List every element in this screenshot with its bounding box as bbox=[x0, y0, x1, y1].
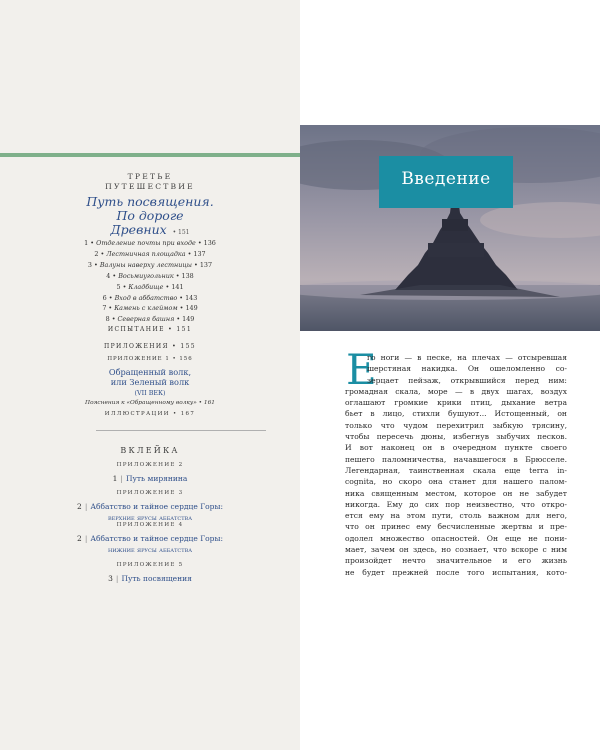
toc-entry-title: Камень с клеймом bbox=[114, 304, 178, 313]
werewolf-title-1: Обращенный волк, bbox=[108, 367, 192, 377]
insert-appendix-label: ПРИЛОЖЕНИЕ 3 bbox=[116, 490, 184, 496]
insert-separator: | bbox=[120, 474, 123, 483]
appendix1-label: ПРИЛОЖЕНИЕ 1 bbox=[107, 356, 170, 362]
part-label-1: ТРЕТЬЕ bbox=[127, 172, 173, 181]
insert-number: 2 bbox=[77, 502, 82, 511]
text-line: зерцает пейзаж, открывшийся перед ним: bbox=[367, 375, 567, 385]
insert-title: Аббатство и тайное сердце Горы: bbox=[90, 502, 223, 511]
toc-entry-title: Отделение почты при входе bbox=[96, 239, 196, 247]
toc-entry-number: 4 bbox=[106, 271, 111, 280]
insert-heading: ВКЛЕЙКА bbox=[120, 446, 180, 455]
toc-entry-title: Восьмиугольник bbox=[118, 271, 174, 280]
toc-entry-bullet: • bbox=[88, 239, 97, 247]
text-line: только что чудом перехитрил зыбкую трясину, bbox=[345, 420, 567, 430]
toc-entry-bullet: • bbox=[177, 293, 186, 302]
part-title-bullet: • bbox=[170, 229, 179, 236]
notes-page: 161 bbox=[203, 400, 215, 406]
text-line: пешего паломничества, начавшегося в Брюсселе. bbox=[345, 454, 567, 464]
toc-entry-bullet: • bbox=[110, 271, 119, 280]
text-line: Легендарная, таинственная скала еще terra in- bbox=[345, 465, 567, 475]
insert-appendix-label: ПРИЛОЖЕНИЕ 4 bbox=[116, 522, 184, 528]
toc-entry-line bbox=[0, 315, 300, 323]
toc-entry-line bbox=[0, 239, 300, 247]
text-line: что он принес ему бесчисленные жертвы и пре- bbox=[345, 522, 567, 532]
toc-entry-page: 138 bbox=[181, 271, 194, 280]
werewolf-century: (VII ВЕК) bbox=[134, 389, 166, 397]
trial-label: ИСПЫТАНИЕ bbox=[107, 326, 165, 333]
text-line: cognita, но скоро она станет для нашего палом- bbox=[345, 477, 567, 487]
part-label-2: ПУТЕШЕСТВИЕ bbox=[105, 182, 195, 191]
divider-rule bbox=[96, 430, 266, 431]
toc-entry-title: Кладбище bbox=[128, 282, 164, 291]
trial-page: 151 bbox=[176, 326, 193, 333]
insert-item[interactable] bbox=[0, 574, 300, 583]
insert-appendix-label: ПРИЛОЖЕНИЕ 5 bbox=[116, 562, 184, 568]
toc-entry-line bbox=[0, 304, 300, 312]
toc-entry-line bbox=[0, 261, 300, 269]
insert-number: 2 bbox=[77, 534, 82, 543]
toc-entry-number: 3 bbox=[87, 260, 92, 269]
insert-appendix-label: ПРИЛОЖЕНИЕ 2 bbox=[116, 462, 184, 468]
insert-subtitle: верхние ярусы аббатства bbox=[107, 513, 193, 522]
text-line: произойдет нечто значительное и его жизнь bbox=[345, 556, 567, 566]
toc-entry-title: Валуны наверху лестницы bbox=[99, 260, 193, 269]
toc-entry-page: 141 bbox=[171, 282, 184, 291]
toc-entry-line bbox=[0, 250, 300, 258]
part-title-text-3: Древних bbox=[110, 222, 167, 237]
trial-line[interactable]: ИСПЫТАНИЕ • 151 bbox=[107, 326, 193, 333]
illustrations-page: 167 bbox=[180, 411, 196, 417]
toc-entry-bullet: • bbox=[195, 239, 204, 247]
toc-entry[interactable] bbox=[0, 272, 300, 280]
toc-entry-bullet: • bbox=[174, 315, 183, 324]
appendix1-page: 156 bbox=[179, 356, 193, 362]
text-line: шерстяная накидка. Он ошеломленно со- bbox=[367, 364, 567, 374]
toc-entry-bullet: • bbox=[92, 260, 100, 269]
toc-entry-number: 6 bbox=[102, 293, 107, 302]
notes-label: Пояснения к «Обращенному волку» bbox=[85, 400, 197, 406]
toc-entry-bullet: • bbox=[106, 293, 115, 302]
toc-entry-page: 137 bbox=[199, 260, 213, 269]
insert-separator: | bbox=[84, 534, 88, 543]
toc-entry-bullet: • bbox=[120, 282, 129, 291]
chapter-title-box bbox=[379, 156, 513, 208]
werewolf-title-2: или Зеленый волк bbox=[110, 377, 190, 387]
appendices-label: ПРИЛОЖЕНИЯ bbox=[103, 343, 169, 350]
text-line: не будет прежней после того испытания, кото- bbox=[345, 567, 567, 577]
toc-entry[interactable] bbox=[0, 315, 300, 323]
toc-entry-number: 2 bbox=[94, 249, 99, 258]
text-line: оглашают громкие крики птиц, дыхание ветра bbox=[345, 398, 567, 408]
toc-entry-bullet: • bbox=[192, 260, 200, 269]
toc-entry-page: 143 bbox=[185, 293, 198, 302]
toc-entry-title: Вход в аббатство bbox=[114, 293, 178, 302]
text-line: И вот наконец он в очередном пункте своего bbox=[345, 443, 567, 453]
toc-entry[interactable] bbox=[0, 261, 300, 269]
toc-entry-title: Северная башня bbox=[117, 315, 175, 324]
appendix1-line[interactable]: ПРИЛОЖЕНИЕ 1 • 156 bbox=[107, 356, 193, 362]
right-page-introduction bbox=[300, 0, 600, 750]
toc-entry[interactable] bbox=[0, 294, 300, 302]
chapter-title: Введение bbox=[401, 169, 491, 189]
toc-entry-line bbox=[0, 272, 300, 280]
toc-entry-line bbox=[0, 294, 300, 302]
part-title-line-2: По дороге bbox=[116, 208, 184, 223]
insert-item[interactable] bbox=[0, 534, 300, 543]
insert-number: 3 bbox=[108, 574, 113, 583]
toc-entry-bullet: • bbox=[185, 249, 194, 258]
text-line: чтобы пересечь дюны, избегнув зыбучих песков. bbox=[345, 432, 567, 442]
toc-entry-title: Лестничная площадка bbox=[106, 249, 186, 258]
toc-entry-page: 136 bbox=[203, 239, 216, 247]
appendices-line[interactable]: ПРИЛОЖЕНИЯ • 155 bbox=[103, 343, 197, 350]
toc-entry-bullet: • bbox=[106, 304, 115, 313]
insert-number: 1 bbox=[112, 474, 118, 483]
notes-line[interactable]: Пояснения к «Обращенному волку» • 161 bbox=[85, 400, 215, 406]
text-line: одолел множество опасностей. Он еще не пони- bbox=[345, 533, 567, 543]
toc-entry-page: 149 bbox=[182, 315, 195, 324]
toc-entry-bullet: • bbox=[98, 249, 107, 258]
toc-entry-page: 149 bbox=[185, 304, 198, 313]
appendices-page: 155 bbox=[180, 343, 197, 350]
toc-entry-line bbox=[0, 283, 300, 291]
text-line: громадная скала, море — в двух шагах, воздух bbox=[345, 386, 567, 396]
toc-entry[interactable] bbox=[0, 239, 300, 247]
toc-entry-bullet: • bbox=[173, 271, 182, 280]
insert-separator: | bbox=[115, 574, 119, 583]
text-line: ется ему на этом пути, столь важном для него, bbox=[345, 511, 567, 521]
toc-entry-number: 1 bbox=[84, 239, 89, 247]
toc-entry-bullet: • bbox=[177, 304, 186, 313]
insert-title: Аббатство и тайное сердце Горы: bbox=[90, 534, 223, 543]
toc-entry-number: 8 bbox=[105, 315, 110, 324]
insert-subtitle: нижние ярусы аббатства bbox=[107, 545, 193, 554]
toc-entry-page: 137 bbox=[193, 249, 206, 258]
toc-entry-number: 7 bbox=[102, 304, 107, 313]
insert-title: Путь мирянина bbox=[125, 474, 188, 483]
part-title-line-3 bbox=[0, 223, 300, 240]
part-title-page: 151 bbox=[178, 229, 190, 236]
insert-item[interactable] bbox=[0, 474, 300, 483]
illustrations-line[interactable]: ИЛЛЮСТРАЦИИ • 167 bbox=[104, 411, 196, 417]
text-line: никогда. Ему до сих пор неизвестно, что откро- bbox=[345, 499, 567, 509]
green-top-rule bbox=[0, 153, 300, 157]
insert-item[interactable] bbox=[0, 502, 300, 511]
text-line: мает, зачем он здесь, но сознает, что вскоре с ним bbox=[345, 545, 567, 555]
intro-text bbox=[345, 352, 567, 578]
part-title-line-1: Путь посвящения. bbox=[86, 194, 214, 209]
toc-entry[interactable] bbox=[0, 250, 300, 258]
toc-entry-bullet: • bbox=[163, 282, 172, 291]
insert-title: Путь посвящения bbox=[121, 574, 192, 583]
illustrations-label: ИЛЛЮСТРАЦИИ bbox=[104, 411, 170, 417]
toc-entry[interactable] bbox=[0, 304, 300, 312]
toc-entry[interactable] bbox=[0, 283, 300, 291]
drop-cap: Е bbox=[346, 345, 377, 394]
text-line: бьет в лицо, стихли бушуют... Истощенный, он bbox=[345, 409, 567, 419]
text-line: го ноги — в песке, на плечах — отсыревшая bbox=[367, 353, 567, 362]
toc-entry-number: 5 bbox=[116, 282, 121, 291]
text-line: ника священным местом, которое он не забудет bbox=[345, 488, 567, 498]
toc-entry-bullet: • bbox=[109, 315, 118, 324]
insert-separator: | bbox=[84, 502, 88, 511]
